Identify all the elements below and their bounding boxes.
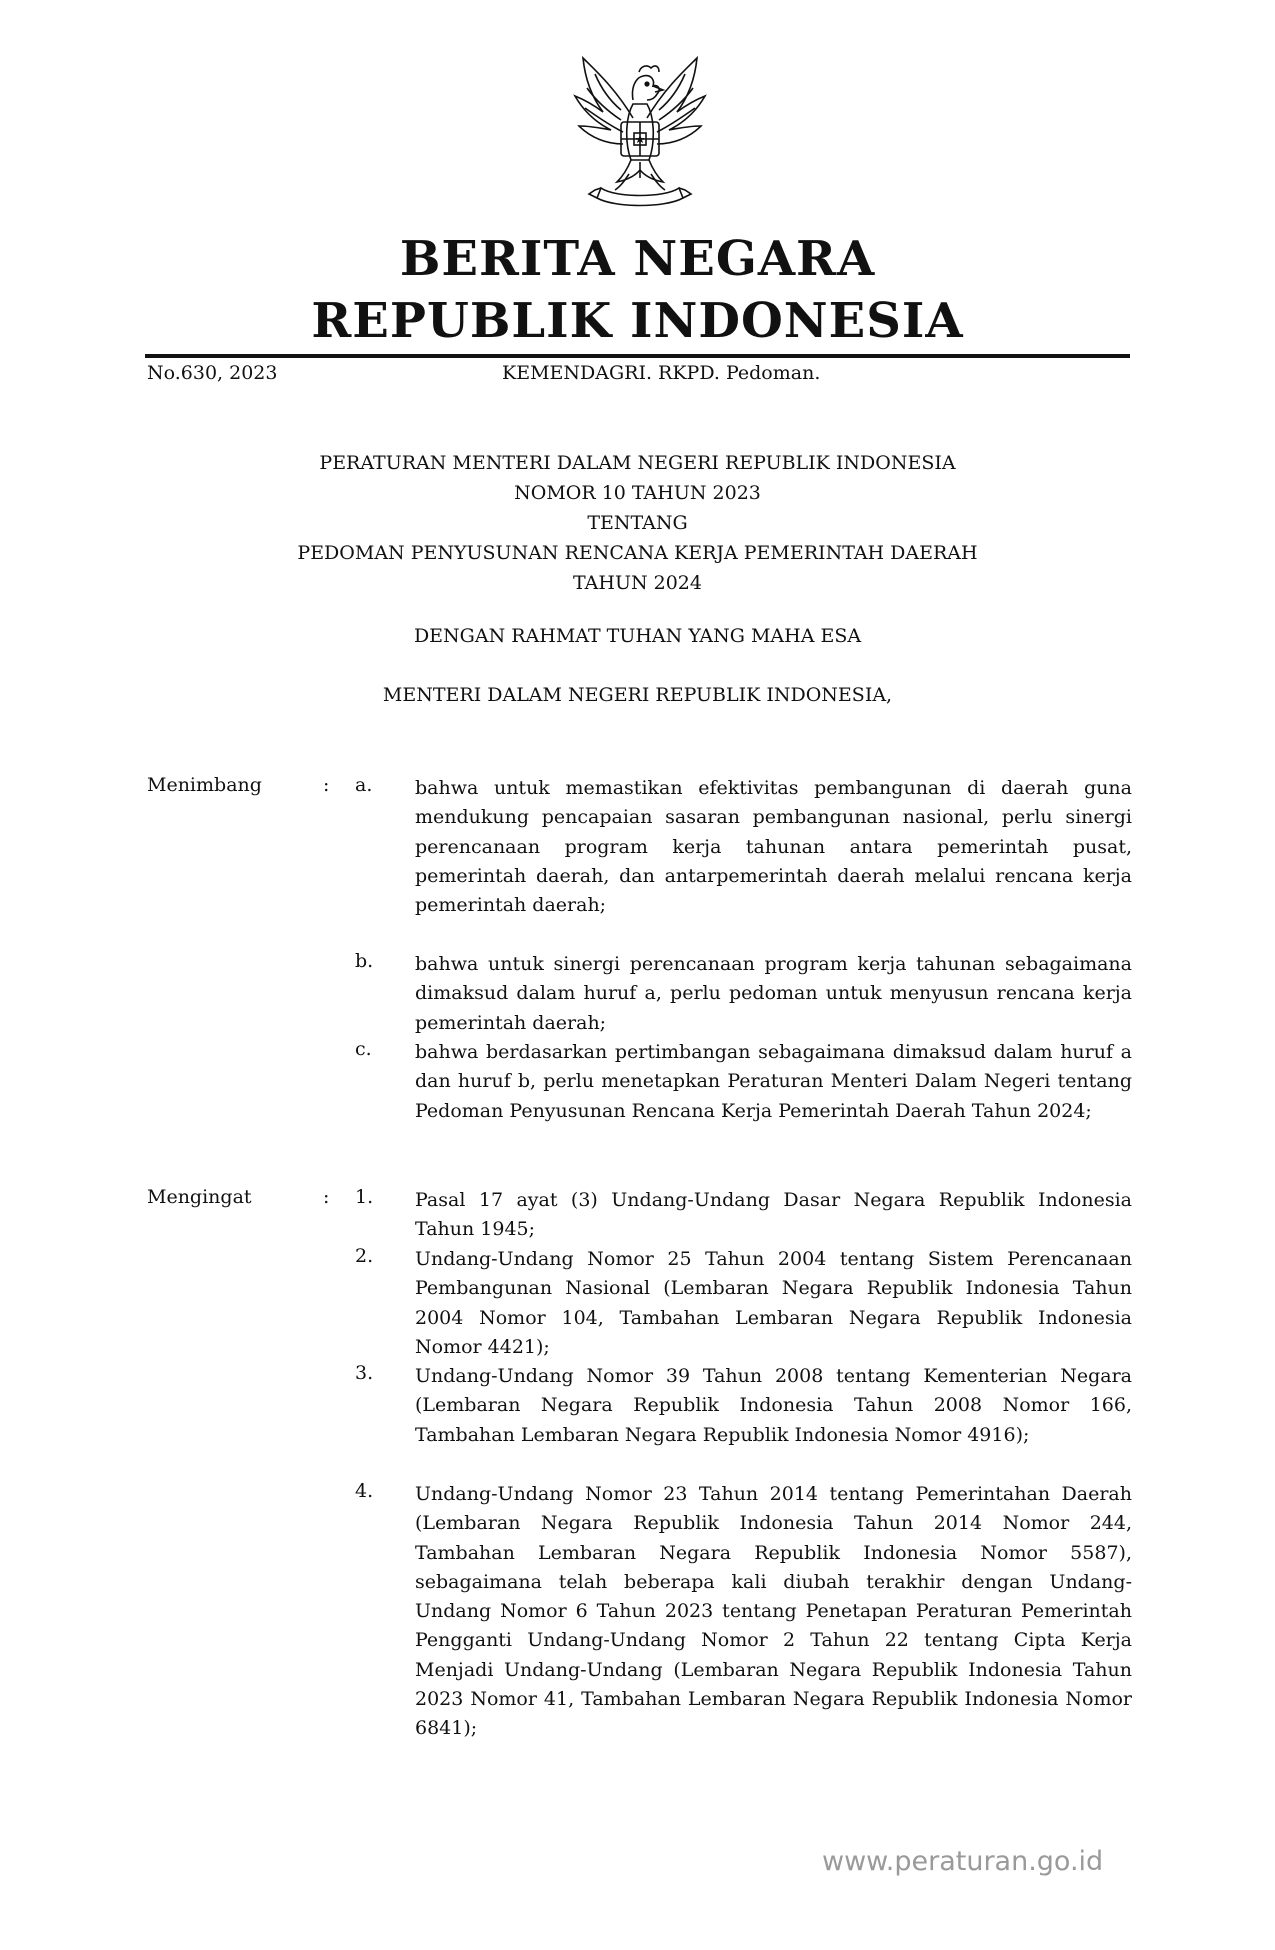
list-item-marker: 1. [355, 1186, 374, 1208]
menimbang-colon: : [323, 774, 330, 796]
regulation-title [145, 448, 1130, 598]
list-item-marker: 3. [355, 1362, 374, 1384]
menimbang-item-c: bahwa berdasarkan pertimbangan sebagaimana dimaksud dalam huruf a dan huruf b, perlu menetapkan Peraturan Menteri Dalam Negeri tentang Pedoman Penyusunan Rencana Kerja Pemerintah Daerah Tahun 2024; [415, 1041, 1132, 1122]
list-item-marker: 2. [355, 1245, 374, 1267]
title-line: PEDOMAN PENYUSUNAN RENCANA KERJA PEMERINTAH DAERAH [297, 542, 978, 564]
subject-tag: KEMENDAGRI. RKPD. Pedoman. [502, 362, 821, 384]
issue-number: No.630, 2023 [147, 362, 278, 384]
footer-website-url: www.peraturan.go.id [822, 1846, 1104, 1877]
mengingat-label: Mengingat [147, 1186, 252, 1208]
list-item-marker: c. [355, 1038, 372, 1060]
masthead-title-line1: BERITA NEGARA [399, 231, 876, 287]
list-item-marker: b. [355, 950, 374, 972]
mengingat-colon: : [323, 1186, 330, 1208]
menimbang-item-a: bahwa untuk memastikan efektivitas pembangunan di daerah guna mendukung pencapaian sasaran pembangunan nasional, perlu sinergi perencanaan program kerja tahunan antara pemerintah pusat, pemerintah daerah, dan antarpemerintah daerah melalui rencana kerja pemerintah daerah; [415, 777, 1132, 917]
mengingat-item-3: Undang-Undang Nomor 39 Tahun 2008 tentang Kementerian Negara (Lembaran Negara Republik Indonesia Tahun 2008 Nomor 166, Tambahan Lembaran Negara Republik Indonesia Nomor 4916); [415, 1365, 1132, 1446]
masthead-divider [145, 354, 1130, 358]
masthead-title-line2: REPUBLIK INDONESIA [311, 293, 964, 349]
list-item-marker: a. [355, 774, 373, 796]
garuda-emblem-icon [555, 48, 725, 218]
title-line: NOMOR 10 TAHUN 2023 [514, 482, 761, 504]
mengingat-item-4: Undang-Undang Nomor 23 Tahun 2014 tentang Pemerintahan Daerah (Lembaran Negara Republik Indonesia Tahun 2014 Nomor 244, Tambahan Lembaran Negara Republik Indonesia Nomor 5587), sebagaimana telah beberapa kali diubah terakhir dengan Undang-Undang Nomor 6 Tahun 2023 tentang Penetapan Peraturan Pemerintah Pengganti Undang-Undang Nomor 2 Tahun 22 tentang Cipta Kerja Menjadi Undang-Undang (Lembaran Negara Republik Indonesia Tahun 2023 Nomor 41, Tambahan Lembaran Negara Republik Indonesia Nomor 6841); [415, 1483, 1132, 1740]
title-line: TENTANG [587, 512, 688, 534]
preamble-invocation: DENGAN RAHMAT TUHAN YANG MAHA ESA [413, 625, 862, 647]
mengingat-item-1: Pasal 17 ayat (3) Undang-Undang Dasar Negara Republik Indonesia Tahun 1945; [415, 1189, 1132, 1241]
preamble-authority: MENTERI DALAM NEGERI REPUBLIK INDONESIA, [382, 684, 893, 706]
title-line: TAHUN 2024 [573, 572, 702, 594]
menimbang-item-b: bahwa untuk sinergi perencanaan program kerja tahunan sebagaimana dimaksud dalam huruf a, perlu pedoman untuk menyusun rencana kerja pemerintah daerah; [415, 953, 1132, 1034]
menimbang-label: Menimbang [147, 774, 262, 796]
list-item-marker: 4. [355, 1480, 374, 1502]
title-line: PERATURAN MENTERI DALAM NEGERI REPUBLIK INDONESIA [319, 452, 956, 474]
mengingat-item-2: Undang-Undang Nomor 25 Tahun 2004 tentang Sistem Perencanaan Pembangunan Nasional (Lembaran Negara Republik Indonesia Tahun 2004 Nomor 104, Tambahan Lembaran Negara Republik Indonesia Nomor 4421); [415, 1248, 1132, 1358]
